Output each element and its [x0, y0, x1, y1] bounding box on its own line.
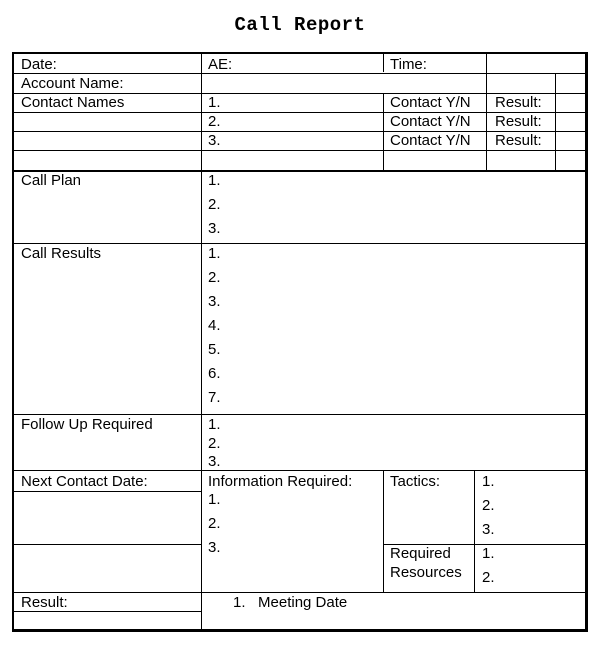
required-resources-label: Required	[390, 545, 451, 562]
column-divider	[486, 54, 487, 170]
tactics-item: 3.	[482, 521, 495, 538]
contact-number: 1.	[208, 94, 221, 111]
contact-number: 2.	[208, 113, 221, 130]
contact-yn-label: Contact Y/N	[390, 113, 471, 130]
page-title: Call Report	[234, 14, 366, 36]
section-divider	[14, 414, 587, 415]
call-results-item: 3.	[208, 293, 221, 310]
required-resources-label: Resources	[390, 564, 462, 581]
call-plan-item: 2.	[208, 196, 221, 213]
section-divider	[14, 470, 587, 471]
date-label: Date:	[21, 56, 57, 73]
call-results-item: 6.	[208, 365, 221, 382]
follow-up-item: 1.	[208, 416, 221, 433]
row-divider	[14, 544, 201, 545]
contact-number: 3.	[208, 132, 221, 149]
section-divider	[14, 592, 587, 593]
ae-label: AE:	[208, 56, 233, 73]
follow-up-label: Follow Up Required	[21, 416, 153, 433]
call-plan-item: 1.	[208, 172, 221, 189]
tactics-item: 1.	[482, 473, 495, 490]
column-divider	[383, 93, 384, 170]
tactics-label: Tactics:	[390, 473, 441, 490]
call-results-item: 5.	[208, 341, 221, 358]
call-results-item: 2.	[208, 269, 221, 286]
account-name-label: Account Name:	[21, 75, 124, 92]
row-divider	[14, 150, 587, 151]
call-results-item: 1.	[208, 245, 221, 262]
row-divider	[14, 491, 201, 492]
contact-yn-label: Contact Y/N	[390, 94, 471, 111]
call-plan-item: 3.	[208, 220, 221, 237]
contact-yn-label: Contact Y/N	[390, 132, 471, 149]
call-plan-label: Call Plan	[21, 172, 82, 189]
call-results-item: 4.	[208, 317, 221, 334]
contact-result-label: Result:	[495, 94, 542, 111]
section-divider	[14, 243, 587, 244]
section-divider	[14, 170, 587, 172]
follow-up-item: 2.	[208, 435, 221, 452]
time-label: Time:	[390, 56, 427, 73]
resources-item: 2.	[482, 569, 495, 586]
contact-names-label: Contact Names	[21, 94, 125, 111]
row-divider	[14, 73, 587, 74]
contact-result-label: Result:	[495, 113, 542, 130]
next-contact-date-label: Next Contact Date:	[21, 473, 148, 490]
column-divider	[555, 73, 556, 170]
column-divider	[383, 470, 384, 592]
tactics-item: 2.	[482, 497, 495, 514]
contact-result-label: Result:	[495, 132, 542, 149]
call-results-label: Call Results	[21, 245, 102, 262]
column-divider	[474, 470, 475, 592]
meeting-date-item: 1. Meeting Date	[233, 594, 348, 611]
call-results-item: 7.	[208, 389, 221, 406]
information-required-label: Information Required:	[208, 473, 353, 490]
information-required-item: 3.	[208, 539, 221, 556]
information-required-item: 2.	[208, 515, 221, 532]
information-required-item: 1.	[208, 491, 221, 508]
resources-item: 1.	[482, 545, 495, 562]
follow-up-item: 3.	[208, 453, 221, 470]
result-label: Result:	[21, 594, 68, 611]
column-divider	[383, 54, 384, 72]
column-divider	[201, 54, 202, 631]
